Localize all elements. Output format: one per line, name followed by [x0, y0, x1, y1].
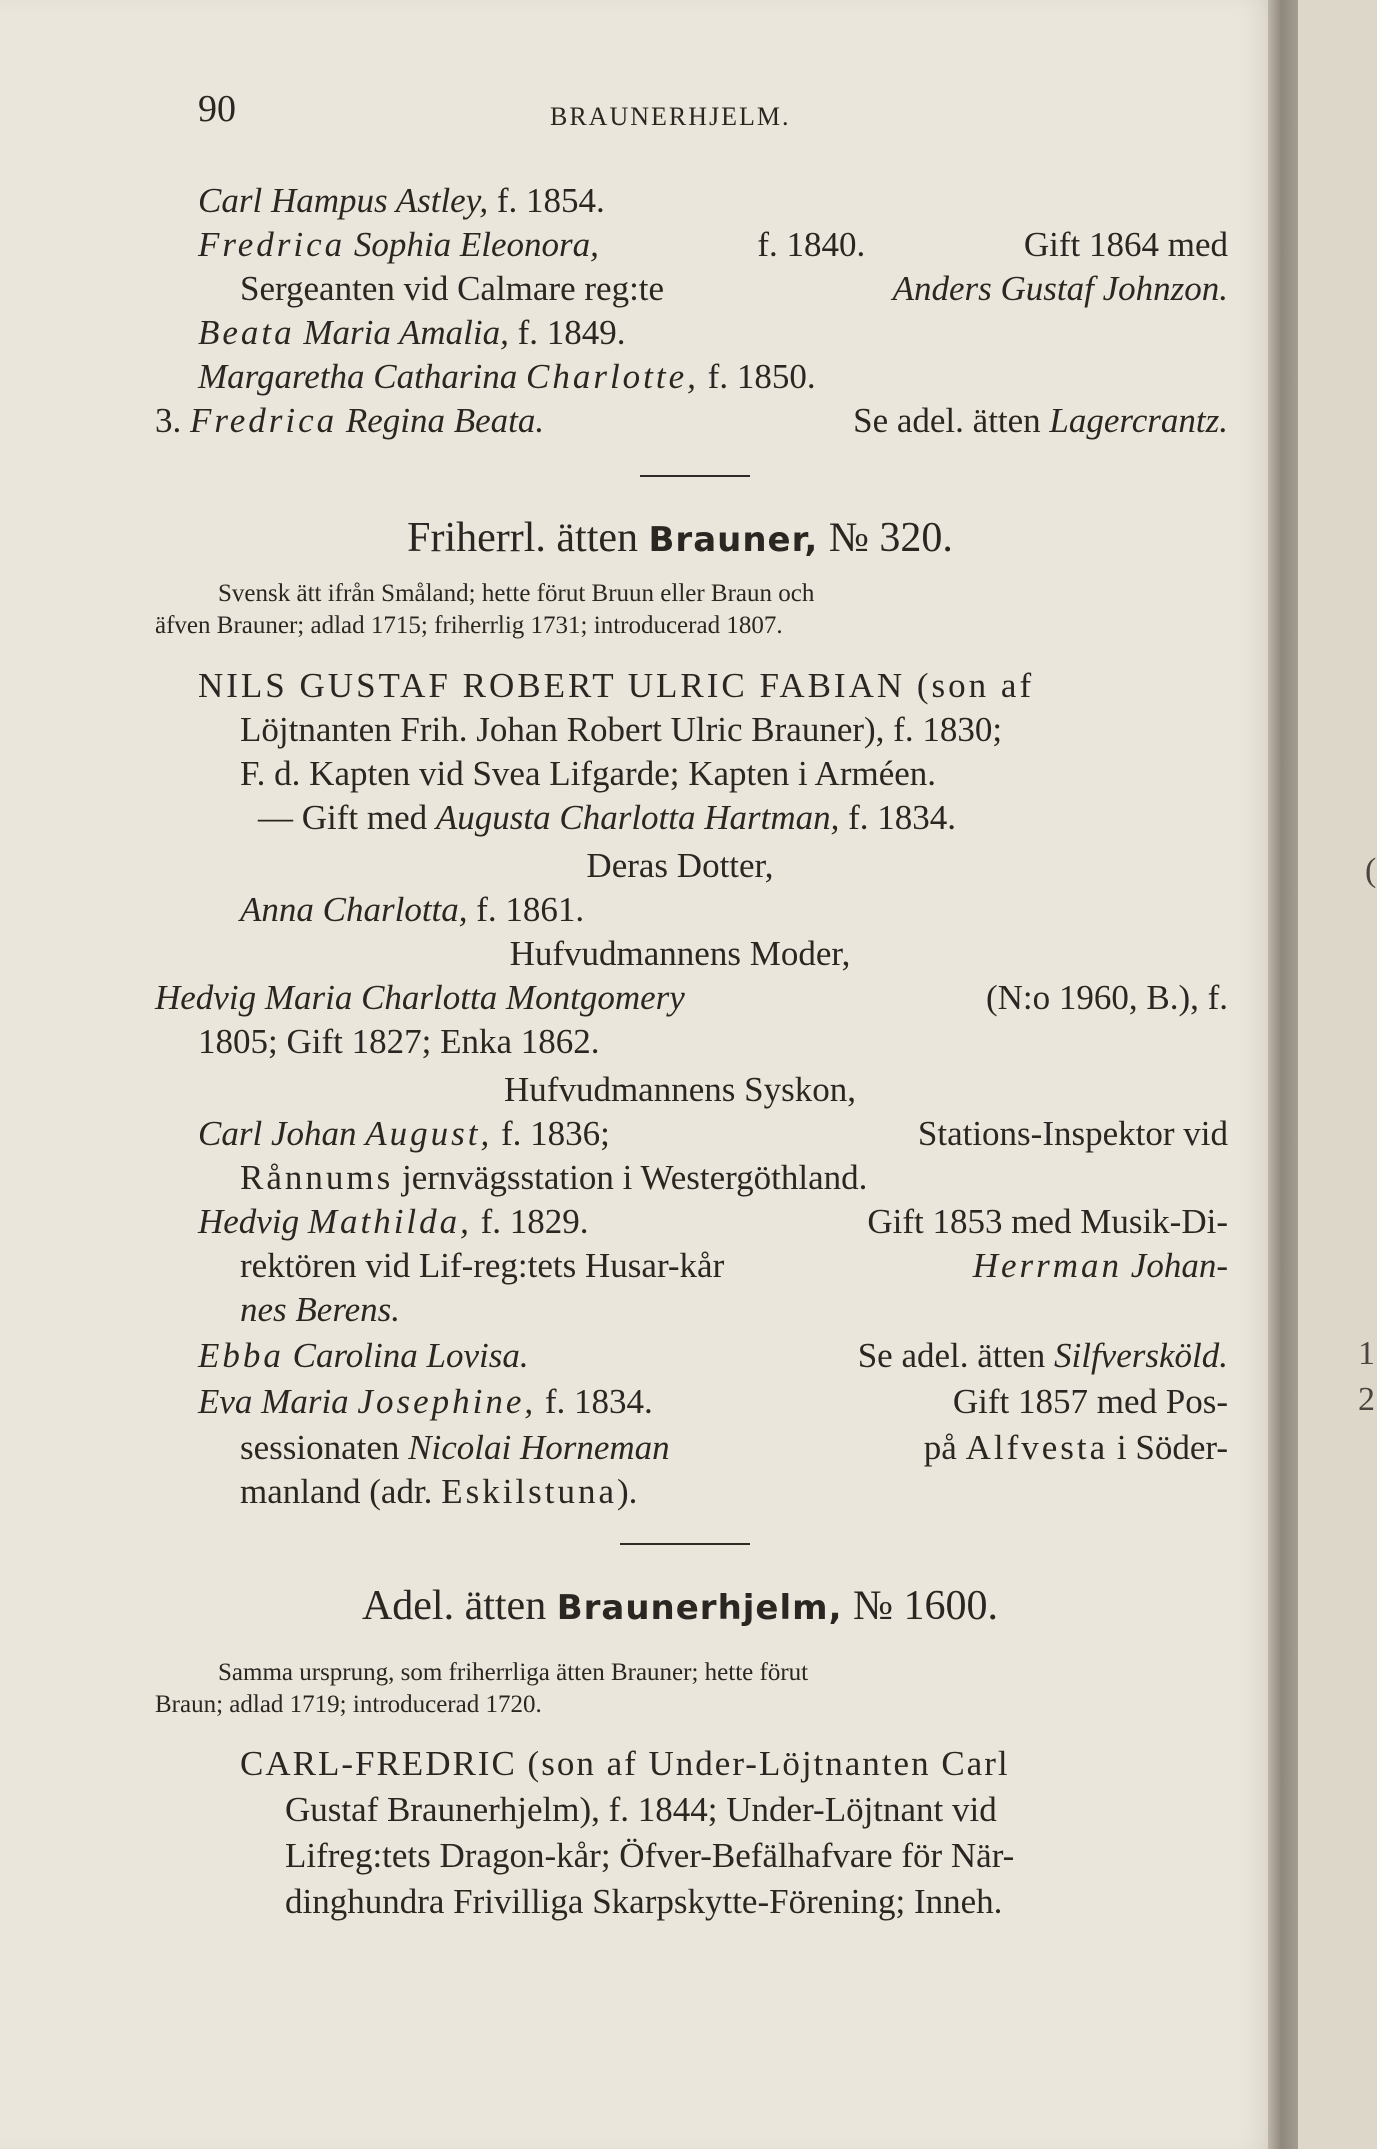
- family-intro: Svensk ätt ifrån Småland; hette förut Bruun eller Braun och: [218, 580, 815, 607]
- entry-line: dinghundra Frivilliga Skarpskytte-Förening; Inneh.: [285, 1882, 1003, 1921]
- entry-line: Beata Maria Amalia, f. 1849.: [198, 313, 626, 352]
- entry-line: 3. Fredrica Regina Beata. Se adel. ätten Lagercrantz.: [155, 401, 1228, 440]
- entry-line: Carl Hampus Astley, f. 1854.: [198, 181, 605, 220]
- facing-page-edge: [1298, 0, 1377, 2149]
- running-title: BRAUNERHJELM.: [550, 102, 791, 131]
- family-intro: Braun; adlad 1719; introducerad 1720.: [155, 1691, 542, 1718]
- entry-line: Lifreg:tets Dragon-kår; Öfver-Befälhafvare för När-: [285, 1836, 1015, 1875]
- divider: [640, 475, 750, 477]
- entry-line: — Gift med Augusta Charlotta Hartman, f. 1834.: [258, 798, 957, 837]
- entry-line: Löjtnanten Frih. Johan Robert Ulric Brauner), f. 1830;: [240, 710, 1003, 749]
- entry-line: Hedvig Maria Charlotta Montgomery (N:o 1960, B.), f.: [155, 978, 1228, 1017]
- entry-line: Ebba Carolina Lovisa. Se adel. ätten Silfversköld.: [198, 1336, 1228, 1375]
- entry-line: Eva Maria Josephine, f. 1834. Gift 1857 med Pos-: [198, 1382, 1228, 1421]
- subheading: Hufvudmannens Moder,: [509, 934, 851, 973]
- edge-fragment: (: [1365, 852, 1377, 889]
- entry-line: NILS GUSTAF ROBERT ULRIC FABIAN (son af: [198, 666, 1035, 705]
- entry-line: Carl Johan August, f. 1836; Stations-Inspektor vid: [198, 1114, 1228, 1153]
- family-heading: Friherrl. ätten Brauner, № 320.: [407, 515, 953, 561]
- edge-fragment: 1: [1358, 1335, 1375, 1372]
- family-heading: Adel. ätten Braunerhjelm, № 1600.: [361, 1583, 999, 1629]
- entry-line: 1805; Gift 1827; Enka 1862.: [198, 1022, 600, 1061]
- entry-line: rektören vid Lif-reg:tets Husar-kår Herrman Johan-: [240, 1246, 1228, 1285]
- family-intro: äfven Brauner; adlad 1715; friherrlig 1731; introducerad 1807.: [155, 612, 783, 639]
- entry-line: sessionaten Nicolai Horneman på Alfvesta i Söder-: [240, 1428, 1228, 1467]
- subheading: Deras Dotter,: [586, 846, 774, 885]
- family-intro: Samma ursprung, som friherrliga ätten Brauner; hette förut: [218, 1659, 809, 1686]
- entry-line: Margaretha Catharina Charlotte, f. 1850.: [198, 357, 816, 396]
- page-number: 90: [198, 88, 236, 130]
- book-gutter: [1268, 0, 1298, 2149]
- divider: [620, 1543, 750, 1545]
- entry-line: Hedvig Mathilda, f. 1829. Gift 1853 med Musik-Di-: [198, 1202, 1228, 1241]
- entry-line: CARL-FREDRIC (son af Under-Löjtnanten Carl: [240, 1744, 1010, 1783]
- entry-line: F. d. Kapten vid Svea Lifgarde; Kapten i Arméen.: [240, 754, 937, 793]
- entry-line: Rånnums jernvägsstation i Westergöthland.: [240, 1158, 868, 1197]
- entry-line: Fredrica Sophia Eleonora, f. 1840. Gift 1864 med: [198, 225, 1228, 264]
- entry-line: Sergeanten vid Calmare reg:te Anders Gustaf Johnzon.: [240, 269, 1228, 308]
- edge-fragment: 2: [1358, 1381, 1375, 1418]
- entry-line: manland (adr. Eskilstuna).: [240, 1472, 638, 1511]
- entry-line: Anna Charlotta, f. 1861.: [240, 890, 585, 929]
- entry-line: Gustaf Braunerhjelm), f. 1844; Under-Löjtnant vid: [285, 1790, 997, 1829]
- subheading: Hufvudmannens Syskon,: [504, 1070, 856, 1109]
- entry-line: nes Berens.: [240, 1290, 401, 1329]
